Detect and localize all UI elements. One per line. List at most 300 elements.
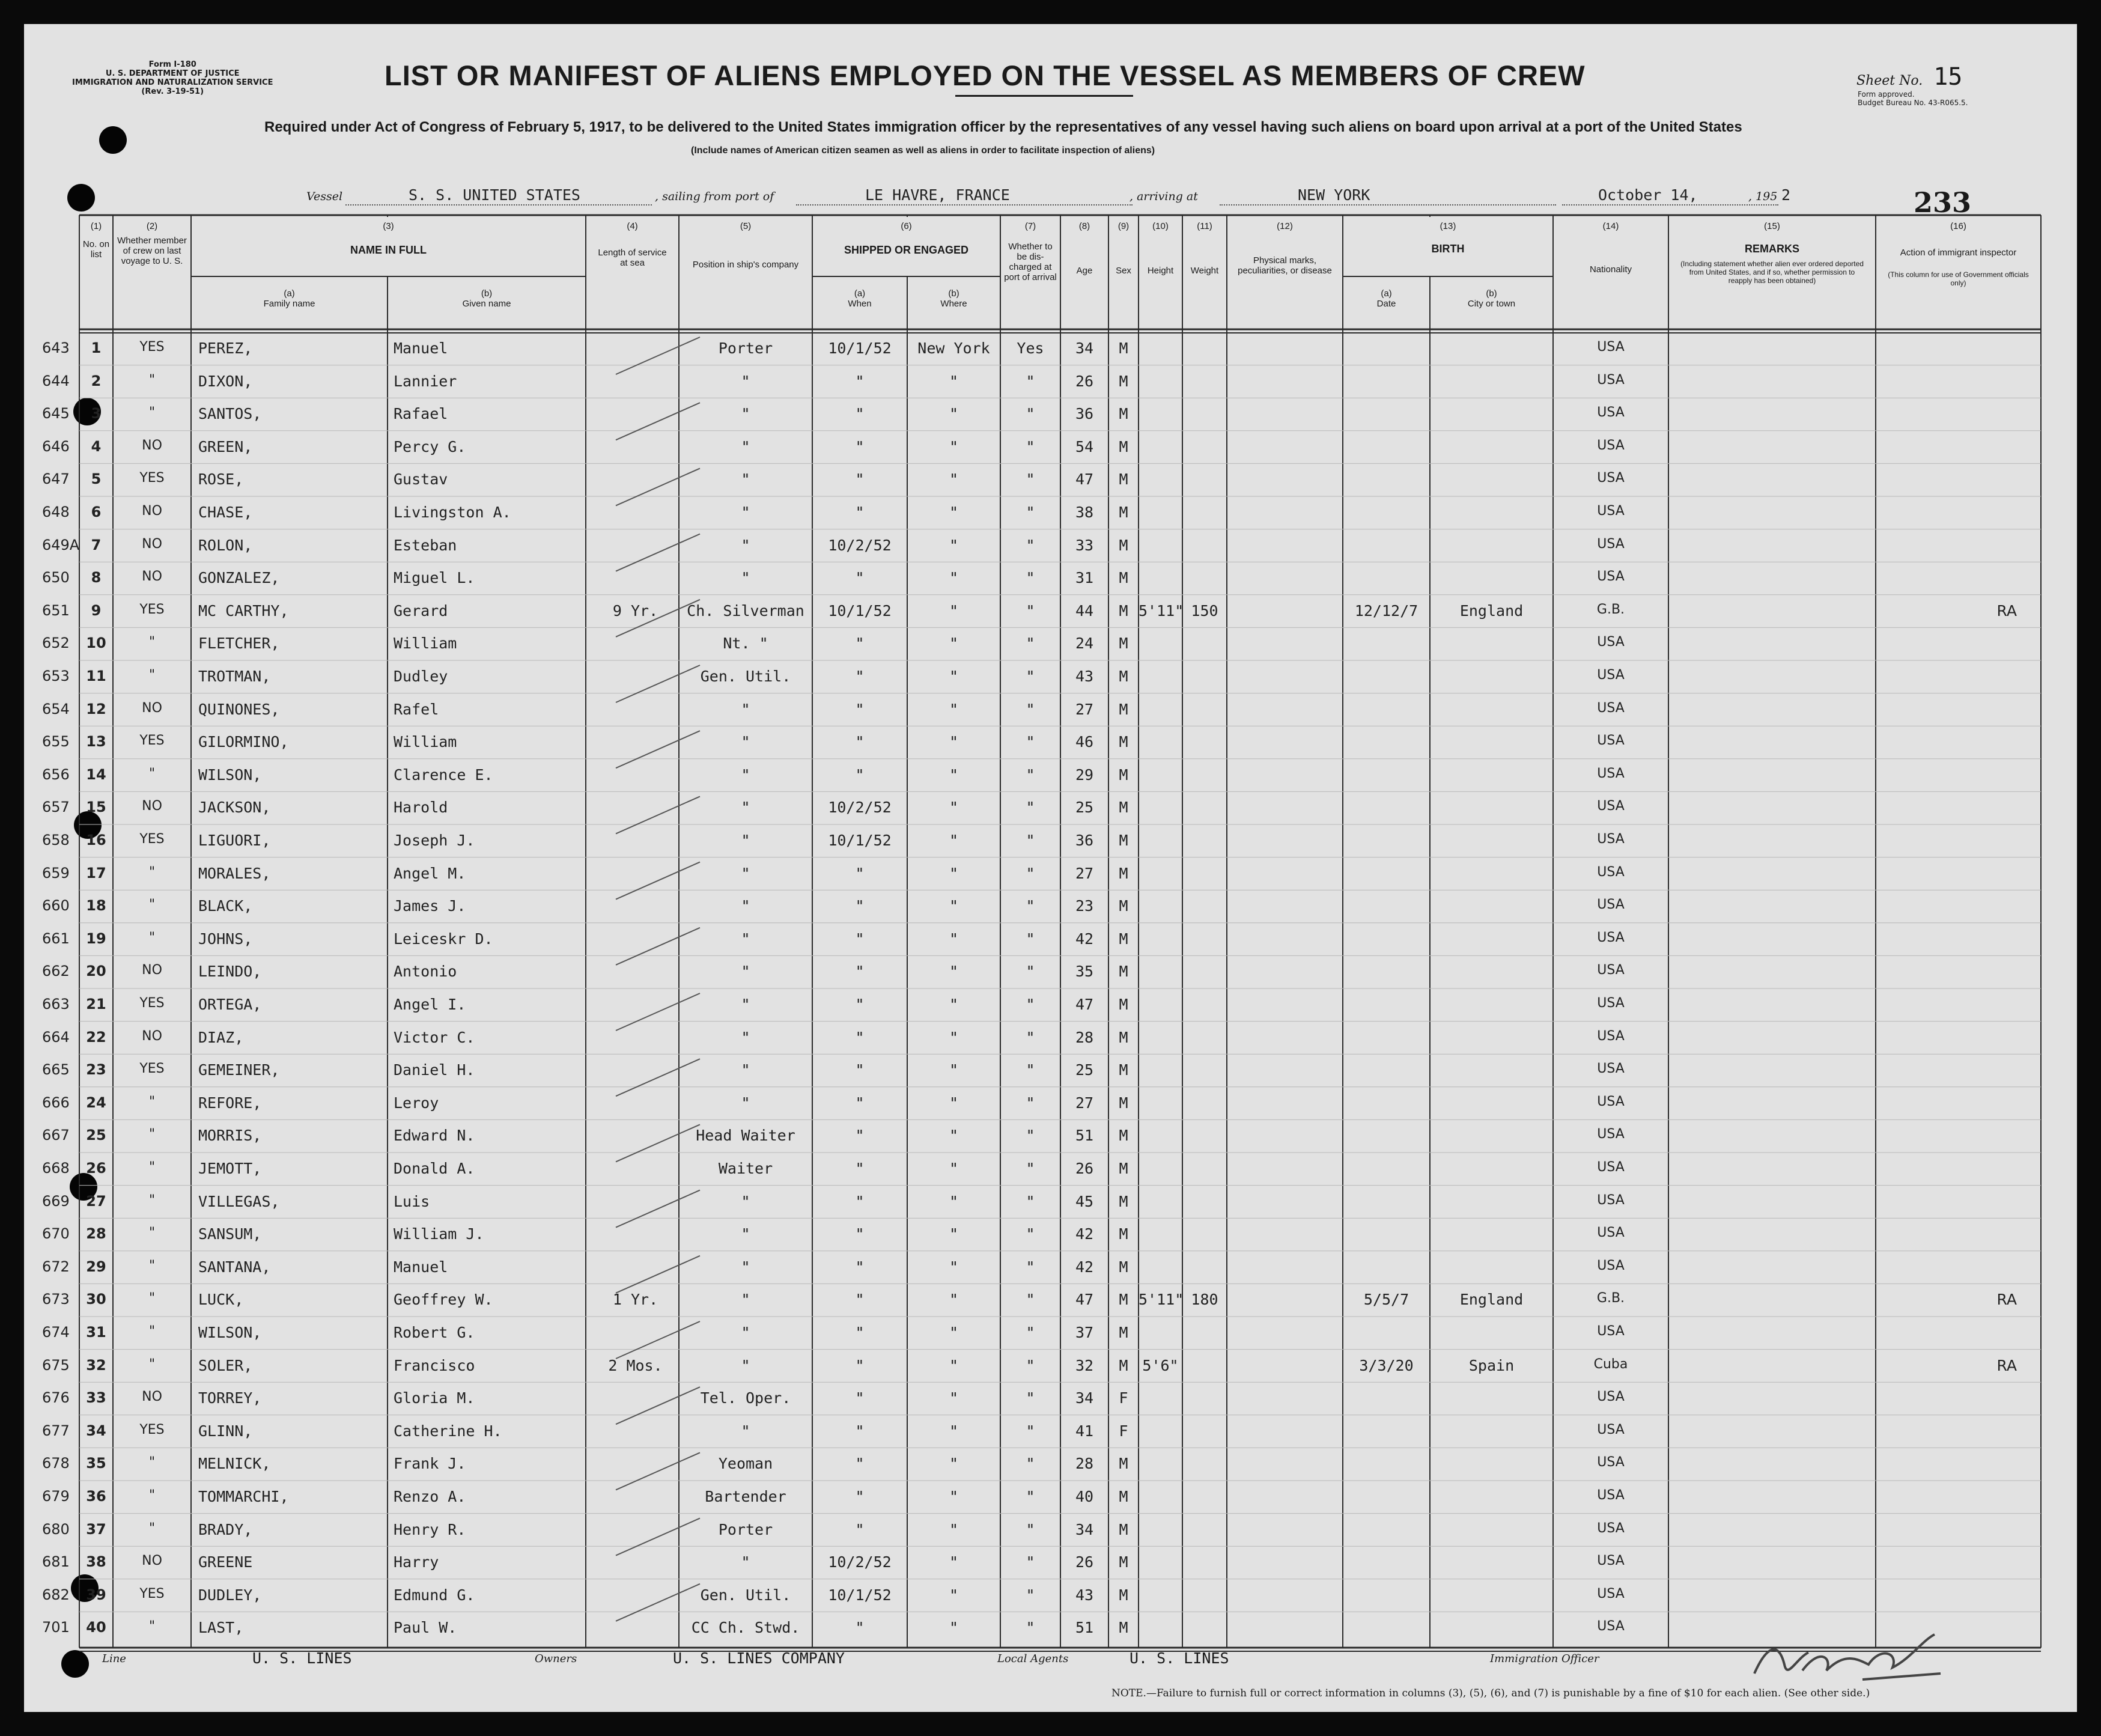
- shipped-where: ": [949, 372, 959, 390]
- discharged: ": [1026, 1455, 1035, 1473]
- birth-date: 3/3/20: [1359, 1356, 1414, 1374]
- stamped-reference-number: 655: [42, 733, 70, 751]
- age: 34: [1075, 1389, 1094, 1407]
- discharged: ": [1026, 1389, 1035, 1407]
- age: 37: [1075, 1324, 1094, 1341]
- shipped-when: ": [855, 1127, 865, 1145]
- nationality: USA: [1597, 569, 1625, 585]
- row-number: 1: [91, 340, 102, 356]
- header-c1-number: (1): [90, 221, 102, 231]
- age: 27: [1075, 1094, 1094, 1112]
- last-voyage: YES: [139, 832, 165, 847]
- discharged: ": [1026, 1619, 1035, 1637]
- line-label: Line: [102, 1652, 126, 1665]
- family-name: TOMMARCHI,: [198, 1488, 289, 1505]
- header-given-name: (b) Given name: [462, 288, 511, 309]
- discharged: ": [1026, 372, 1035, 390]
- weight: 180: [1191, 1291, 1218, 1309]
- officer-signature: [1742, 1622, 1971, 1689]
- age: 35: [1075, 963, 1094, 981]
- shipped-where: ": [949, 1553, 959, 1571]
- header-c7-number: (7): [1024, 221, 1036, 231]
- family-name: MORALES,: [198, 864, 271, 882]
- row-number: 8: [91, 569, 102, 586]
- position: ": [741, 799, 750, 817]
- nationality: USA: [1597, 996, 1625, 1011]
- header-c15-number: (15): [1764, 221, 1780, 231]
- discharged: ": [1026, 1192, 1035, 1210]
- stamped-reference-number: 647: [42, 471, 70, 488]
- family-name: PEREZ,: [198, 340, 253, 357]
- shipped-when: ": [855, 1258, 865, 1276]
- inspector-action: RA: [1996, 1291, 2017, 1309]
- sex: M: [1119, 1488, 1128, 1505]
- nationality: Cuba: [1593, 1356, 1628, 1372]
- discharged: ": [1026, 437, 1035, 455]
- stamped-reference-number: 649A: [42, 536, 80, 553]
- shipped-when: ": [855, 930, 865, 948]
- row-number: 19: [86, 930, 106, 947]
- nationality: USA: [1597, 1028, 1625, 1044]
- service-length: 1 Yr.: [612, 1291, 658, 1309]
- sex: M: [1119, 1192, 1128, 1210]
- row-number: 5: [91, 471, 102, 488]
- sex: M: [1119, 799, 1128, 817]
- row-number: 18: [86, 897, 106, 915]
- discharged: ": [1026, 1324, 1035, 1341]
- sex: M: [1119, 602, 1128, 620]
- header-length-of-service: Length of service at sea: [598, 248, 667, 268]
- form-identifier: Form I-180 U. S. DEPARTMENT OF JUSTICE IMMIGRATION AND NATURALIZATION SERVICE (Rev. 3-19-51): [72, 60, 273, 96]
- shipped-where: ": [949, 1520, 959, 1538]
- sex: M: [1119, 930, 1128, 948]
- stamped-reference-number: 645: [42, 405, 70, 422]
- stamped-reference-number: 672: [42, 1258, 70, 1275]
- row-number: 13: [86, 733, 106, 751]
- sex: M: [1119, 832, 1128, 849]
- age: 26: [1075, 1160, 1094, 1177]
- manifest-number: 233: [1914, 186, 1972, 219]
- age: 36: [1075, 405, 1094, 423]
- given-name: Francisco: [394, 1356, 475, 1374]
- stamped-reference-number: 643: [42, 340, 70, 356]
- header-c2-number: (2): [146, 221, 158, 231]
- last-voyage: ": [148, 1356, 156, 1372]
- header-discharged: Whether to be dis-charged at port of arrival: [1004, 242, 1057, 282]
- manifest-sheet: [24, 24, 2077, 1712]
- family-name: ROLON,: [198, 536, 253, 554]
- header-inspector-action: Action of immigrant inspector: [1900, 248, 2017, 258]
- shipped-when: ": [855, 1520, 865, 1538]
- shipped-when: ": [855, 1225, 865, 1243]
- given-name: Gustav: [394, 471, 448, 489]
- age: 27: [1075, 700, 1094, 718]
- family-name: JACKSON,: [198, 799, 271, 817]
- header-c12-number: (12): [1277, 221, 1293, 231]
- shipped-where: ": [949, 1324, 959, 1341]
- given-name: Manuel: [394, 1258, 448, 1276]
- given-name: Donald A.: [394, 1160, 475, 1177]
- sex: M: [1119, 1455, 1128, 1473]
- nationality: USA: [1597, 1520, 1625, 1536]
- family-name: MC CARTHY,: [198, 602, 289, 620]
- header-c16-number: (16): [1950, 221, 1966, 231]
- age: 40: [1075, 1488, 1094, 1505]
- family-name: GREENE: [198, 1553, 253, 1571]
- shipped-when: ": [855, 668, 865, 685]
- sex: M: [1119, 700, 1128, 718]
- nationality: USA: [1597, 1389, 1625, 1405]
- given-name: Henry R.: [394, 1520, 466, 1538]
- age: 47: [1075, 471, 1094, 489]
- position: ": [741, 1094, 750, 1112]
- shipped-when: ": [855, 1422, 865, 1440]
- family-name: DUDLEY,: [198, 1586, 262, 1604]
- stamped-reference-number: 652: [42, 635, 70, 652]
- stamped-reference-number: 682: [42, 1586, 70, 1603]
- age: 23: [1075, 897, 1094, 915]
- subtitle: Required under Act of Congress of February 5, 1917, to be delivered to the United States immigration officer by the representatives of any vessel having such aliens on board upon arrival at a port of the United States: [264, 119, 1742, 135]
- stamped-reference-number: 665: [42, 1061, 70, 1079]
- birth-city: England: [1459, 1291, 1524, 1309]
- age: 33: [1075, 536, 1094, 554]
- shipped-where: ": [949, 799, 959, 817]
- last-voyage: ": [148, 1324, 156, 1339]
- nationality: USA: [1597, 963, 1625, 978]
- last-voyage: ": [148, 897, 156, 913]
- last-voyage: ": [148, 1160, 156, 1175]
- subtitle-note: (Include names of American citizen seamen as well as aliens in order to facilitate inspection of aliens): [691, 145, 1155, 156]
- nationality: USA: [1597, 1192, 1625, 1208]
- shipped-where: ": [949, 996, 959, 1013]
- discharged: ": [1026, 1160, 1035, 1177]
- last-voyage: NO: [142, 504, 162, 519]
- row-number: 11: [86, 668, 106, 684]
- discharged: ": [1026, 1586, 1035, 1604]
- given-name: Geoffrey W.: [394, 1291, 493, 1309]
- position: ": [741, 1553, 750, 1571]
- position: Ch. Silverman: [687, 602, 804, 620]
- last-voyage: NO: [142, 1553, 162, 1569]
- height: 5'6": [1142, 1356, 1179, 1374]
- given-name: Renzo A.: [394, 1488, 466, 1505]
- header-family-name: (a) Family name: [263, 288, 315, 309]
- birth-date: 5/5/7: [1363, 1291, 1409, 1309]
- sex: F: [1119, 1422, 1128, 1440]
- nationality: G.B.: [1596, 1291, 1625, 1306]
- header-when: (a) When: [848, 288, 872, 309]
- nationality: USA: [1597, 1422, 1625, 1437]
- shipped-when: ": [855, 569, 865, 587]
- shipped-where: ": [949, 1192, 959, 1210]
- sex: M: [1119, 864, 1128, 882]
- row-number: 15: [86, 799, 106, 816]
- header-c11-number: (11): [1197, 221, 1212, 231]
- row-number: 10: [86, 635, 106, 652]
- officer-label: Immigration Officer: [1490, 1652, 1599, 1665]
- position: ": [741, 963, 750, 981]
- line-value: U. S. LINES: [252, 1649, 352, 1667]
- given-name: Antonio: [394, 963, 457, 981]
- family-name: GILORMINO,: [198, 733, 289, 751]
- last-voyage: ": [148, 1094, 156, 1109]
- position: Waiter: [718, 1160, 773, 1177]
- position: Tel. Oper.: [700, 1389, 791, 1407]
- header-shipped-or-engaged: SHIPPED OR ENGAGED: [844, 244, 969, 256]
- position: ": [741, 1028, 750, 1046]
- position: ": [741, 897, 750, 915]
- shipped-where: ": [949, 1160, 959, 1177]
- last-voyage: ": [148, 1520, 156, 1536]
- shipped-where: ": [949, 1455, 959, 1473]
- family-name: GREEN,: [198, 437, 253, 455]
- header-last-voyage: Whether member of crew on last voyage to U. S.: [117, 236, 187, 266]
- sex: M: [1119, 733, 1128, 751]
- family-name: BLACK,: [198, 897, 253, 915]
- nationality: USA: [1597, 1619, 1625, 1634]
- header-where: (b) Where: [940, 288, 967, 309]
- given-name: Catherine H.: [394, 1422, 502, 1440]
- discharged: ": [1026, 733, 1035, 751]
- last-voyage: ": [148, 1455, 156, 1470]
- nationality: USA: [1597, 733, 1625, 749]
- shipped-when: ": [855, 864, 865, 882]
- sex: M: [1119, 1160, 1128, 1177]
- family-name: JOHNS,: [198, 930, 253, 948]
- last-voyage: ": [148, 1225, 156, 1241]
- sex: M: [1119, 668, 1128, 685]
- header-list-number: No. on list: [82, 239, 110, 260]
- header-weight: Weight: [1190, 266, 1219, 276]
- age: 34: [1075, 340, 1094, 357]
- shipped-where: ": [949, 1422, 959, 1440]
- age: 32: [1075, 1356, 1094, 1374]
- discharged: ": [1026, 471, 1035, 489]
- age: 25: [1075, 799, 1094, 817]
- stamped-reference-number: 659: [42, 864, 70, 882]
- row-number: 12: [86, 700, 106, 717]
- sex: M: [1119, 340, 1128, 357]
- birth-city: England: [1459, 602, 1524, 620]
- age: 29: [1075, 766, 1094, 784]
- row-number: 25: [86, 1127, 106, 1144]
- discharged: ": [1026, 635, 1035, 653]
- age: 41: [1075, 1422, 1094, 1440]
- last-voyage: NO: [142, 569, 162, 585]
- position: ": [741, 733, 750, 751]
- shipped-where: ": [949, 1028, 959, 1046]
- given-name: William: [394, 635, 457, 653]
- nationality: USA: [1597, 1455, 1625, 1470]
- sex: M: [1119, 1324, 1128, 1341]
- shipped-when: ": [855, 897, 865, 915]
- family-name: GEMEINER,: [198, 1061, 280, 1079]
- shipped-when: ": [855, 1488, 865, 1505]
- sex: M: [1119, 504, 1128, 521]
- discharged: ": [1026, 897, 1035, 915]
- row-number: 39: [86, 1586, 106, 1603]
- position: Yeoman: [718, 1455, 773, 1473]
- row-number: 26: [86, 1160, 106, 1177]
- year-prefix: , 195: [1748, 190, 1778, 203]
- row-number: 32: [86, 1356, 106, 1374]
- position: ": [741, 930, 750, 948]
- age: 47: [1075, 1291, 1094, 1309]
- row-number: 22: [86, 1028, 106, 1046]
- last-voyage: ": [148, 766, 156, 781]
- given-name: Paul W.: [394, 1619, 457, 1637]
- nationality: USA: [1597, 766, 1625, 781]
- nationality: USA: [1597, 1127, 1625, 1142]
- last-voyage: YES: [139, 1061, 165, 1077]
- last-voyage: YES: [139, 602, 165, 617]
- family-name: SANSUM,: [198, 1225, 262, 1243]
- given-name: Daniel H.: [394, 1061, 475, 1079]
- shipped-where: ": [949, 1291, 959, 1309]
- family-name: LIGUORI,: [198, 832, 271, 849]
- position: ": [741, 1061, 750, 1079]
- stamped-reference-number: 650: [42, 569, 70, 586]
- header-birth-date: (a) Date: [1376, 288, 1396, 309]
- family-name: GLINN,: [198, 1422, 253, 1440]
- sex: M: [1119, 635, 1128, 653]
- position: ": [741, 471, 750, 489]
- last-voyage: NO: [142, 437, 162, 453]
- last-voyage: ": [148, 635, 156, 650]
- sex: M: [1119, 1225, 1128, 1243]
- stamped-reference-number: 648: [42, 504, 70, 520]
- shipped-when: ": [855, 1061, 865, 1079]
- family-name: MORRIS,: [198, 1127, 262, 1145]
- shipped-when: 10/2/52: [828, 536, 892, 554]
- stamped-reference-number: 667: [42, 1127, 70, 1144]
- shipped-where: ": [949, 766, 959, 784]
- shipped-when: ": [855, 635, 865, 653]
- header-inspector-note: (This column for use of Government officials only): [1888, 270, 2029, 287]
- given-name: Miguel L.: [394, 569, 475, 587]
- sex: M: [1119, 1586, 1128, 1604]
- stamped-reference-number: 670: [42, 1225, 70, 1243]
- shipped-where: New York: [917, 340, 990, 357]
- stamped-reference-number: 646: [42, 437, 70, 455]
- position: ": [741, 864, 750, 882]
- sheet-number: Sheet No. 15: [1856, 63, 1963, 91]
- family-name: SANTOS,: [198, 405, 262, 423]
- family-name: QUINONES,: [198, 700, 280, 718]
- age: 46: [1075, 733, 1094, 751]
- sex: M: [1119, 1291, 1128, 1309]
- header-c10-number: (10): [1152, 221, 1169, 231]
- given-name: Luis: [394, 1192, 430, 1210]
- age: 45: [1075, 1192, 1094, 1210]
- sailing-label: , sailing from port of: [655, 190, 774, 203]
- nationality: USA: [1597, 1488, 1625, 1503]
- agents-label: Local Agents: [997, 1652, 1069, 1665]
- position: Nt. ": [723, 635, 768, 653]
- given-name: Leroy: [394, 1094, 439, 1112]
- given-name: Harry: [394, 1553, 439, 1571]
- position: ": [741, 1291, 750, 1309]
- header-birth-city: (b) City or town: [1467, 288, 1516, 309]
- sex: M: [1119, 1094, 1128, 1112]
- age: 38: [1075, 504, 1094, 521]
- age: 47: [1075, 996, 1094, 1013]
- birth-city: Spain: [1468, 1356, 1515, 1374]
- stamped-reference-number: 658: [42, 832, 70, 848]
- header-name-in-full: NAME IN FULL: [350, 244, 427, 256]
- last-voyage: ": [148, 668, 156, 683]
- position: ": [741, 437, 750, 455]
- position: ": [741, 405, 750, 423]
- shipped-when: ": [855, 1455, 865, 1473]
- nationality: USA: [1597, 1094, 1625, 1109]
- shipped-where: ": [949, 930, 959, 948]
- weight: 150: [1191, 602, 1218, 620]
- discharged: ": [1026, 832, 1035, 849]
- sex: M: [1119, 1258, 1128, 1276]
- departure-port: LE HAVRE, FRANCE: [865, 186, 1010, 204]
- family-name: REFORE,: [198, 1094, 262, 1112]
- nationality: USA: [1597, 864, 1625, 880]
- last-voyage: ": [148, 1488, 156, 1503]
- given-name: Angel M.: [394, 864, 466, 882]
- position: ": [741, 1258, 750, 1276]
- given-name: Gerard: [394, 602, 448, 620]
- position: ": [741, 569, 750, 587]
- vessel-name: S. S. UNITED STATES: [409, 186, 580, 204]
- family-name: LUCK,: [198, 1291, 244, 1309]
- shipped-when: ": [855, 1192, 865, 1210]
- stamped-reference-number: 663: [42, 996, 70, 1013]
- family-name: ROSE,: [198, 471, 244, 489]
- position: CC Ch. Stwd.: [691, 1619, 800, 1637]
- shipped-when: 10/1/52: [828, 832, 892, 849]
- age: 28: [1075, 1455, 1094, 1473]
- age: 24: [1075, 635, 1094, 653]
- discharged: ": [1026, 569, 1035, 587]
- inspector-action: RA: [1996, 1356, 2017, 1374]
- last-voyage: NO: [142, 536, 162, 552]
- shipped-where: ": [949, 1586, 959, 1604]
- nationality: USA: [1597, 340, 1625, 355]
- header-age: Age: [1076, 266, 1093, 276]
- nationality: USA: [1597, 437, 1625, 453]
- given-name: Edmund G.: [394, 1586, 475, 1604]
- position: ": [741, 766, 750, 784]
- stamped-reference-number: 651: [42, 602, 70, 619]
- nationality: USA: [1597, 897, 1625, 913]
- shipped-where: ": [949, 504, 959, 521]
- service-length: 9 Yr.: [612, 602, 658, 620]
- row-number: 33: [86, 1389, 106, 1407]
- shipped-when: ": [855, 1291, 865, 1309]
- stamped-reference-number: 661: [42, 930, 70, 947]
- age: 42: [1075, 1258, 1094, 1276]
- row-number: 35: [86, 1455, 106, 1472]
- age: 26: [1075, 1553, 1094, 1571]
- shipped-where: ": [949, 602, 959, 620]
- position: ": [741, 372, 750, 390]
- position: Gen. Util.: [700, 668, 791, 685]
- stamped-reference-number: 669: [42, 1192, 70, 1210]
- stamped-reference-number: 677: [42, 1422, 70, 1439]
- age: 36: [1075, 832, 1094, 849]
- shipped-where: ": [949, 832, 959, 849]
- shipped-where: ": [949, 864, 959, 882]
- arrival-port: NEW YORK: [1298, 186, 1370, 204]
- last-voyage: YES: [139, 471, 165, 486]
- sex: M: [1119, 1619, 1128, 1637]
